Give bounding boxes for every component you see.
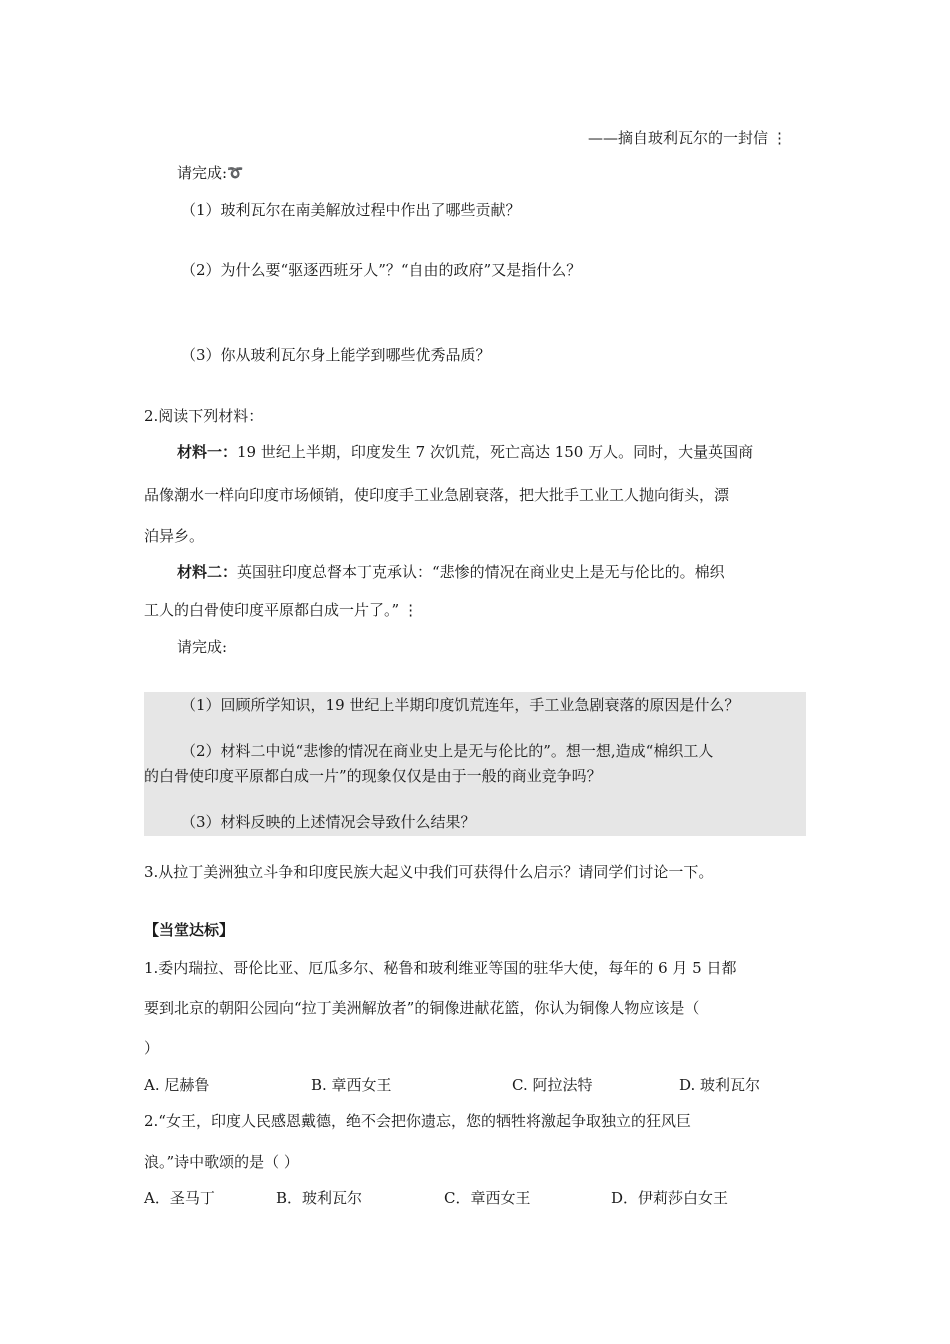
practice-q1-option-a: A. 尼赫鲁 <box>144 1076 210 1094</box>
practice-q2-option-c: C．章西女王 <box>444 1189 531 1207</box>
paragraph-mark: ⋮ <box>772 129 788 147</box>
material-1-line-2: 品像潮水一样向印度市场倾销，使印度手工业急剧衰落，把大批手工业工人抛向街头，漂 <box>144 486 730 504</box>
practice-q1-line-3: ） <box>144 1039 160 1057</box>
practice-q1-line-1: 1.委内瑞拉、哥伦比亚、厄瓜多尔、秘鲁和玻利维亚等国的驻华大使，每年的 6 月 5 日都 <box>144 959 737 977</box>
prompt-text: 请完成: <box>177 164 228 182</box>
part1-question-1: （1）玻利瓦尔在南美解放过程中作出了哪些贡献？ <box>181 201 521 219</box>
practice-q2-option-d: D．伊莉莎白女王 <box>611 1189 729 1207</box>
part2-question-2-line-1: （2）材料二中说“悲惨的情况在商业史上是无与伦比的”。想一想,造成“棉织工人 <box>181 742 714 760</box>
material-1-label: 材料一： <box>177 443 238 461</box>
part1-question-3: （3）你从玻利瓦尔身上能学到哪些优秀品质？ <box>181 346 491 364</box>
material-1-line-3: 泊异乡。 <box>144 527 205 545</box>
part3-question: 3.从拉丁美洲独立斗争和印度民族大起义中我们可获得什么启示？请同学们讨论一下。 <box>144 863 714 881</box>
part2-question-3: （3）材料反映的上述情况会导致什么结果？ <box>181 813 476 831</box>
practice-q1-option-c: C. 阿拉法特 <box>512 1076 593 1094</box>
material-2-line-2 <box>144 600 418 620</box>
practice-q2-option-b: B．玻利瓦尔 <box>276 1189 363 1207</box>
practice-q2-line-1: 2.“女王，印度人民感恩戴德，绝不会把你遗忘，您的牺牲将激起争取独立的狂风巨 <box>144 1112 691 1130</box>
anchor-icon: ➰ <box>227 166 244 181</box>
part2-question-2-line-2: 的白骨使印度平原都白成一片”的现象仅仅是由于一般的商业竞争吗？ <box>144 767 602 785</box>
part2-question-1: （1）回顾所学知识，19 世纪上半期印度饥荒连年，手工业急剧衰落的原因是什么？ <box>181 696 740 714</box>
practice-q1-line-2: 要到北京的朝阳公园向“拉丁美洲解放者”的铜像进献花篮，你认为铜像人物应该是（ <box>144 999 700 1017</box>
paragraph-mark: ⋮ <box>403 601 419 619</box>
part1-question-2: （2）为什么要“驱逐西班牙人”？“自由的政府”又是指什么？ <box>181 261 582 279</box>
practice-heading: 【当堂达标】 <box>144 921 235 939</box>
part2-heading: 2.阅读下列材料： <box>144 407 264 425</box>
material-2-line-1 <box>177 562 725 582</box>
source-text: ——摘自玻利瓦尔的一封信 <box>588 129 769 147</box>
practice-q2-option-a: A．圣马丁 <box>144 1189 215 1207</box>
material-1-text: 19 世纪上半期，印度发生 7 次饥荒，死亡高达 150 万人。同时，大量英国商 <box>237 443 754 461</box>
material-2-text: 英国驻印度总督本丁克承认：“悲惨的情况在商业史上是无与伦比的。棉织 <box>237 563 725 581</box>
material-2-text-cont: 工人的白骨使印度平原都白成一片了。” <box>144 601 400 619</box>
part2-prompt: 请完成: <box>177 638 228 656</box>
part1-prompt <box>177 163 243 184</box>
material-1-line-1 <box>177 442 753 462</box>
practice-q1-option-d: D. 玻利瓦尔 <box>679 1076 761 1094</box>
practice-q2-line-2: 浪。”诗中歌颂的是（ ） <box>144 1153 299 1171</box>
source-attribution <box>588 128 787 148</box>
practice-q1-option-b: B. 章西女王 <box>311 1076 392 1094</box>
material-2-label: 材料二： <box>177 563 238 581</box>
